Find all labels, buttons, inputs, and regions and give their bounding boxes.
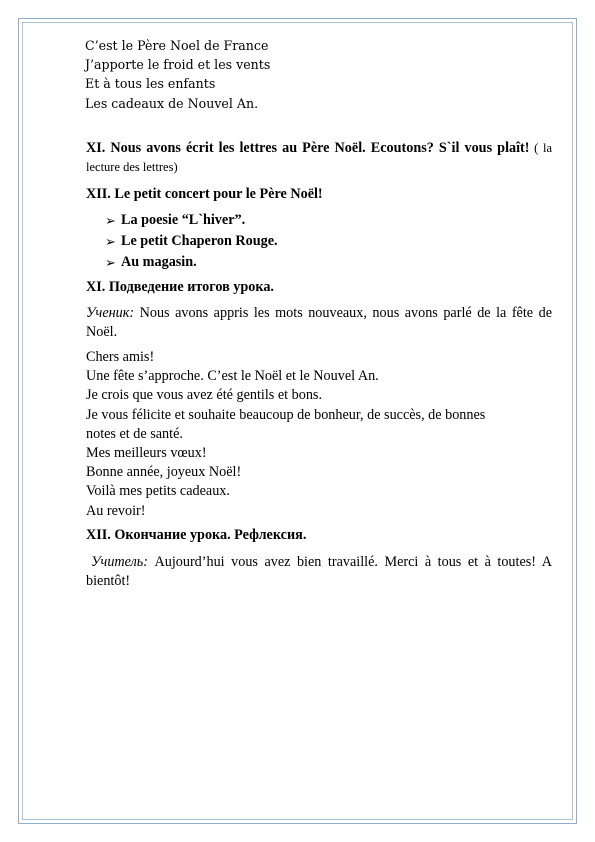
greeting-line: Mes meilleurs vœux! <box>86 445 207 462</box>
list-item <box>104 210 552 231</box>
student-label: Ученик: <box>86 304 135 321</box>
section-letters <box>86 139 552 177</box>
teacher-speech-text: Aujourd’hui vous avez bien travaillé. Merci à tous et à toutes! A bientôt! <box>86 554 552 590</box>
concert-list <box>104 210 552 273</box>
poem-line: C’est le Père Noel de France <box>85 38 269 53</box>
section-letters-note: ( la lecture des lettres) <box>86 140 553 175</box>
list-item-label: La poesie “L`hiver”. <box>121 212 246 229</box>
greeting-line: Voilà mes petits cadeaux. <box>86 483 230 500</box>
teacher-label: Учитель: <box>91 554 148 571</box>
section-concert-heading: XII. Le petit concert pour le Père Noël! <box>86 186 323 203</box>
poem-line: Les cadeaux de Nouvel An. <box>85 95 259 111</box>
poem-line: J’apporte le froid et les vents <box>85 57 271 73</box>
greeting-text <box>86 348 552 521</box>
greeting-line: Une fête s’approche. C’est le Noël et le Nouvel An. <box>86 368 379 385</box>
greeting-line: Je crois que vous avez été gentils et bons. <box>86 387 322 404</box>
arrow-bullet-icon: ➢ <box>105 234 116 250</box>
list-item-label: Le petit Chaperon Rouge. <box>121 233 278 250</box>
student-speech-text: Nous avons appris les mots nouveaux, nous avons parlé de la fête de Noël. <box>86 304 552 340</box>
list-item <box>104 231 552 252</box>
section-summary-heading: XI. Подведение итогов урока. <box>86 279 274 296</box>
arrow-bullet-icon: ➢ <box>105 213 116 229</box>
greeting-line: Chers amis! <box>86 349 155 366</box>
document-content <box>86 36 552 591</box>
poem <box>85 36 552 113</box>
greeting-line: Au revoir! <box>86 502 146 519</box>
arrow-bullet-icon: ➢ <box>105 255 116 271</box>
section-end-heading: XII. Окончание урока. Рефлексия. <box>86 526 307 543</box>
list-item-label: Au magasin. <box>121 254 197 271</box>
section-letters-heading: XI. Nous avons écrit les lettres au Père Noël. Ecoutons? S`il vous plaît! <box>86 139 530 156</box>
teacher-speech <box>86 553 552 591</box>
greeting-line: Bonne année, joyeux Noël! <box>86 464 242 481</box>
list-item <box>104 252 552 273</box>
student-speech <box>86 304 552 342</box>
poem-line: Et à tous les enfants <box>85 76 216 92</box>
greeting-line: Je vous félicite et souhaite beaucoup de bonheur, de succès, de bonnes <box>86 406 486 423</box>
greeting-line: notes et de santé. <box>86 425 183 442</box>
